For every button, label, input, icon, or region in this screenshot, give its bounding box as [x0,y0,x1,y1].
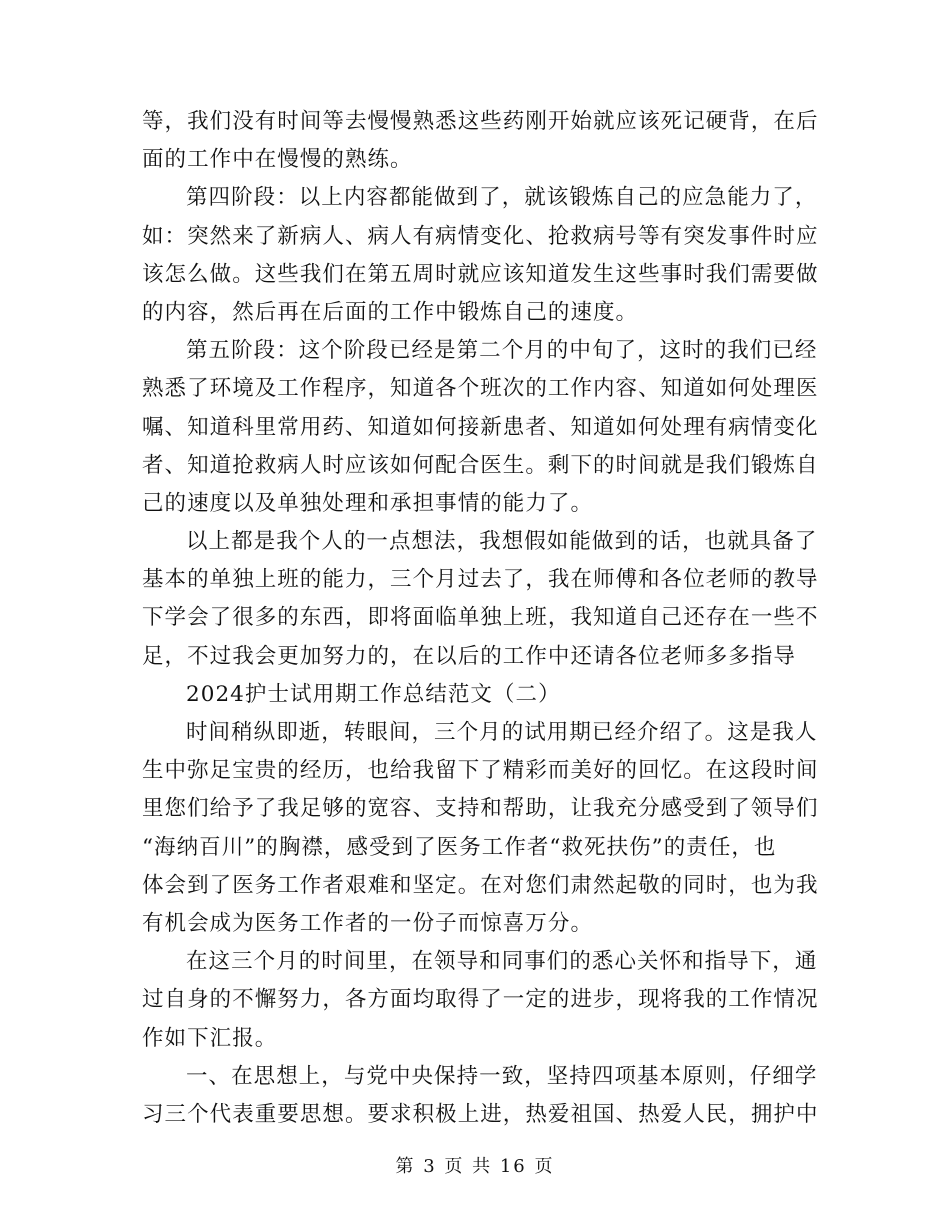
text-line: 足，不过我会更加努力的，在以后的工作中还请各位老师多多指导 [142,643,796,669]
text-line: 的内容，然后再在后面的工作中锻炼自己的速度。 [142,299,639,325]
text-line: 有机会成为医务工作者的一份子而惊喜万分。 [142,910,594,936]
text-line: 该怎么做。这些我们在第五周时就应该知道发生这些事时我们需要做 [142,261,819,287]
text-line: 等，我们没有时间等去慢慢熟悉这些药刚开始就应该死记硬背，在后 [142,109,819,134]
text-line: 在这三个月的时间里，在领导和同事们的悉心关怀和指导下，通 [186,949,818,975]
text-line: 如：突然来了新病人、病人有病情变化、抢救病号等有突发事件时应 [142,223,819,249]
text-line: “海纳百川”的胸襟，感受到了医务工作者“救死扶伤”的责任，也 [142,834,777,860]
text-line: 体会到了医务工作者艰难和坚定。在对您们肃然起敬的同时，也为我 [142,872,819,898]
text-line: 基本的单独上班的能力，三个月过去了，我在师傅和各位老师的教导 [142,567,819,593]
text-line: 下学会了很多的东西，即将面临单独上班，我知道自己还存在一些不 [142,605,819,631]
page-number-label: 第 3 页 共 16 页 [395,1156,555,1177]
text-line: 2024护士试用期工作总结范文（二） [186,681,561,707]
text-line: 作如下汇报。 [142,1025,278,1051]
text-line: 者、知道抢救病人时应该如何配合医生。剩下的时间就是我们锻炼自 [142,452,819,478]
page-footer [0,1152,950,1178]
document-body [142,103,819,1134]
text-line: 里您们给予了我足够的宽容、支持和帮助，让我充分感受到了领导们 [142,796,819,822]
text-line: 生中弥足宝贵的经历，也给我留下了精彩而美好的回忆。在这段时间 [142,758,819,784]
text-line: 时间稍纵即逝，转眼间，三个月的试用期已经介绍了。这是我人 [186,720,818,745]
text-line: 第五阶段：这个阶段已经是第二个月的中旬了，这时的我们已经 [186,338,818,364]
text-line: 嘱、知道科里常用药、知道如何接新患者、知道如何处理有病情变化 [142,414,819,440]
text-line: 过自身的不懈努力，各方面均取得了一定的进步，现将我的工作情况 [142,987,819,1013]
text-line: 一、在思想上，与党中央保持一致，坚持四项基本原则，仔细学 [186,1063,818,1089]
text-line: 习三个代表重要思想。要求积极上进，热爱祖国、热爱人民，拥护中 [142,1101,819,1127]
text-line: 己的速度以及单独处理和承担事情的能力了。 [142,490,594,516]
text-line: 以上都是我个人的一点想法，我想假如能做到的话，也就具备了 [186,529,818,555]
text-line: 面的工作中在慢慢的熟练。 [142,147,413,173]
text-line: 熟悉了环境及工作程序，知道各个班次的工作内容、知道如何处理医 [142,376,819,402]
text-line: 第四阶段：以上内容都能做到了，就该锻炼自己的应急能力了， [186,185,818,211]
